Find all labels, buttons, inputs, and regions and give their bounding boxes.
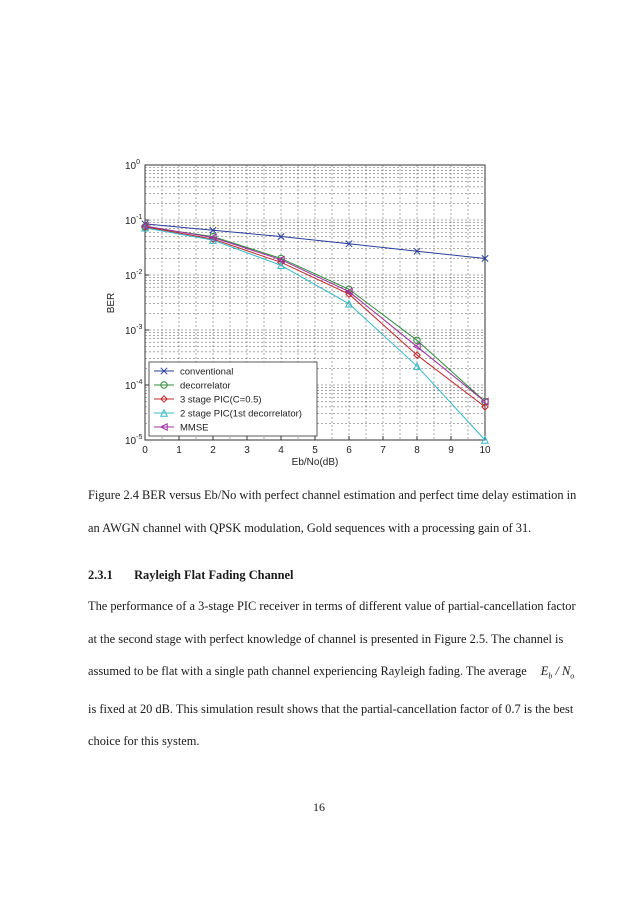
x-tick-label: 9 — [448, 445, 454, 456]
caption-line-2: an AWGN channel with QPSK modulation, Gold sequences with a processing gain of 31. — [88, 521, 532, 535]
y-tick-label: $10^{-3}$ — [125, 324, 143, 337]
y-axis-label: BER — [106, 292, 117, 314]
y-tick-label: $10^{-4}$ — [125, 379, 143, 392]
page-number: 16 — [313, 800, 325, 814]
body-line-1: The performance of a 3-stage PIC receiver in terms of different value of partial-cancellation factor — [88, 599, 576, 613]
x-tick-label: 8 — [414, 445, 420, 456]
x-tick-label: 1 — [176, 445, 182, 456]
body-line-4: is fixed at 20 dB. This simulation result shows that the partial-cancellation factor of 0.7 is the best — [88, 701, 574, 716]
body-line-3 — [88, 655, 575, 693]
section-number: 2.3.1 — [88, 568, 113, 582]
x-tick-label: 2 — [210, 445, 216, 456]
x-tick-label: 7 — [380, 445, 386, 456]
x-tick-label: 4 — [278, 445, 284, 456]
y-tick-label: $10^{-1}$ — [125, 214, 143, 227]
section-heading — [88, 568, 294, 583]
math-slash: / — [552, 664, 563, 678]
y-tick-label: $10^{-5}$ — [125, 434, 143, 447]
legend-label: decorrelator — [180, 380, 231, 392]
figure-caption — [88, 479, 577, 545]
x-axis-label: Eb/No(dB) — [291, 457, 339, 468]
body-line-5: choice for this system. — [88, 734, 200, 749]
body-paragraph — [88, 590, 576, 758]
legend-label: 2 stage PIC(1st decorrelator) — [180, 408, 302, 420]
body-line-3-text: assumed to be flat with a single path channel experiencing Rayleigh fading. The average — [88, 664, 527, 678]
legend-label: MMSE — [180, 422, 209, 434]
legend — [149, 362, 317, 436]
ber-chart — [100, 145, 510, 475]
body-line-2: at the second stage with perfect knowledge of channel is presented in Figure 2.5. The channel is — [88, 631, 564, 646]
x-tick-label: 3 — [244, 445, 250, 456]
eb-no-formula — [540, 664, 575, 681]
x-tick-label: 10 — [479, 445, 491, 456]
math-e: E — [540, 664, 549, 678]
math-o: o — [570, 671, 575, 681]
math-b: b — [548, 671, 553, 681]
x-tick-label: 0 — [142, 445, 148, 456]
x-tick-label: 5 — [312, 445, 318, 456]
math-n: N — [562, 664, 571, 678]
legend-label: 3 stage PIC(C=0.5) — [180, 394, 262, 406]
y-tick-label: $10^{-2}$ — [125, 269, 143, 282]
x-tick-label: 6 — [346, 445, 352, 456]
legend-label: conventional — [180, 366, 234, 378]
caption-line-1: Figure 2.4 BER versus Eb/No with perfect channel estimation and perfect time delay estimation in — [88, 488, 577, 502]
section-title: Rayleigh Flat Fading Channel — [134, 568, 294, 582]
y-tick-label: $10^0$ — [125, 159, 141, 172]
